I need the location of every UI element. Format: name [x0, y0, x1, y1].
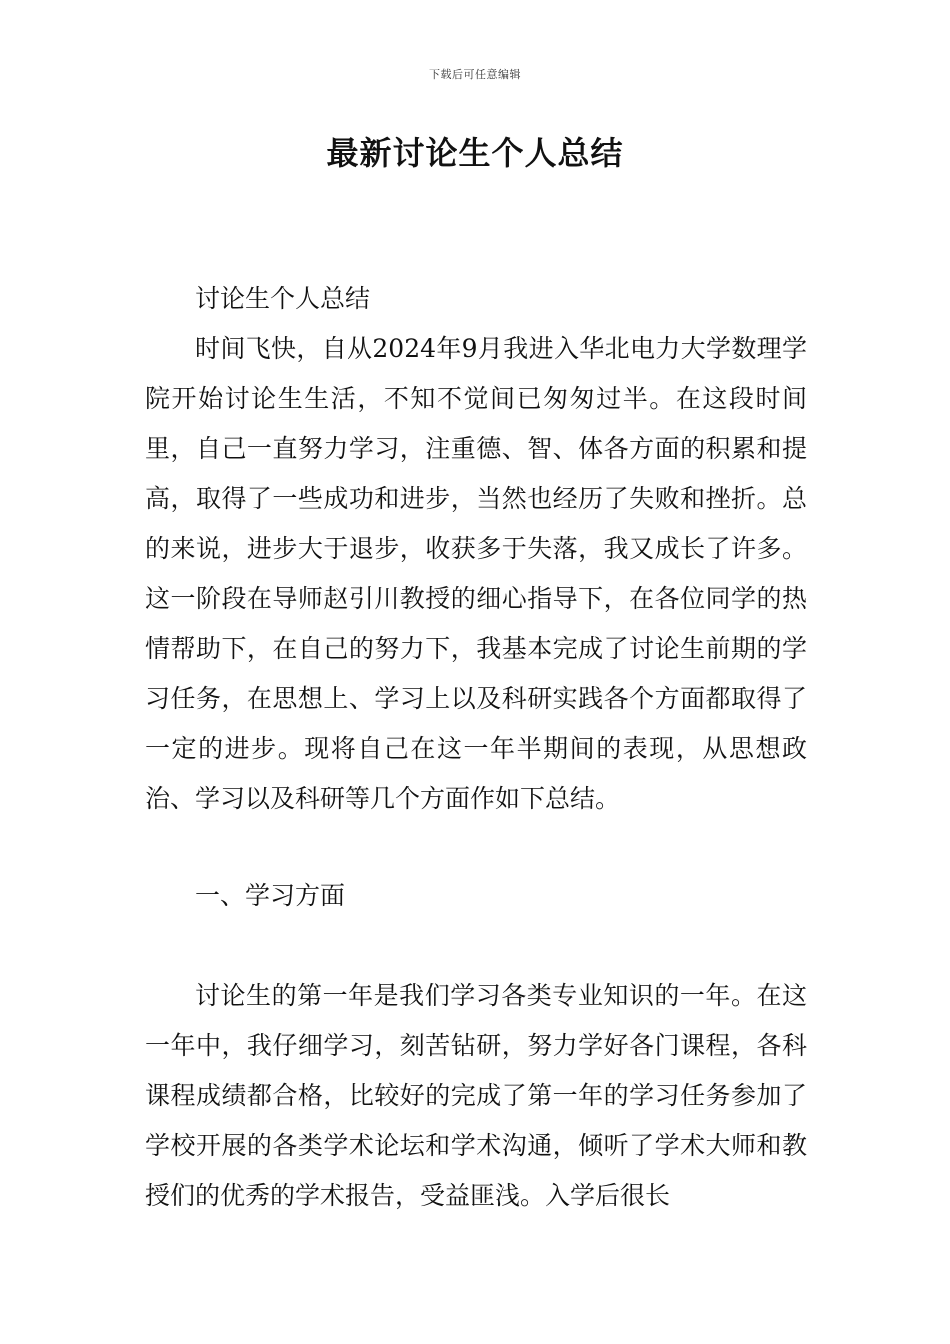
document-title: 最新讨论生个人总结: [326, 134, 624, 172]
header-note: 下载后可任意编辑: [429, 68, 521, 81]
paragraph: 时间飞快，自从2024年9月我进入华北电力大学数理学院开始讨论生生活，不知不觉间已匆匆过半。在这段时间里，自己一直努力学习，注重德、智、体各方面的积累和提高，取得了一些成功和进步，当然也经历了失败和挫折。总的来说，进步大于退步，收获多于失落，我又成长了许多。这一阶段在导师赵引川教授的细心指导下，在各位同学的热情帮助下，在自己的努力下，我基本完成了讨论生前期的学习任务，在思想上、学习上以及科研实践各个方面都取得了一定的进步。现将自己在这一年半期间的表现，从思想政治、学习以及科研等几个方面作如下总结。: [145, 334, 807, 813]
paragraph: 讨论生的第一年是我们学习各类专业知识的一年。在这一年中，我仔细学习，刻苦钻研，努力学好各门课程，各科课程成绩都合格，比较好的完成了第一年的学习任务参加了学校开展的各类学术论坛和学术沟通，倾听了学术大师和教授们的优秀的学术报告，受益匪浅。入学后很长: [145, 981, 807, 1210]
document-subtitle: 讨论生个人总结: [195, 284, 371, 313]
section-heading: 一、学习方面: [195, 881, 346, 910]
